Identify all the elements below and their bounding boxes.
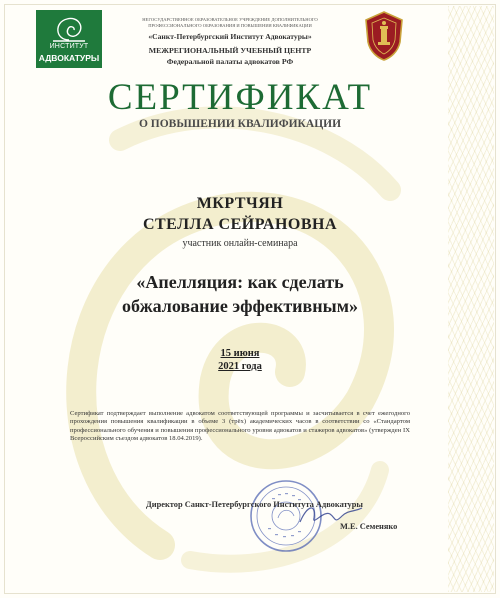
bar-chamber-emblem-icon (362, 10, 406, 62)
header-org-line2: ПРОФЕССИОНАЛЬНОГО ОБРАЗОВАНИЯ И ПОВЫШЕНИЯ КВАЛИФИКАЦИИ (148, 23, 312, 28)
seminar-topic-line2: обжалование эффективным» (122, 296, 358, 316)
seminar-date-day: 15 июня (220, 348, 260, 359)
director-title: Директор Санкт-Петербургского Института Адвокатуры (146, 500, 363, 509)
certificate-title: СЕРТИФИКАТ (107, 77, 373, 118)
seminar-date-year: 2021 года (218, 361, 262, 372)
logo-text-advocacy: АДВОКАТУРЫ (38, 53, 100, 63)
certificate-subtitle: О ПОВЫШЕНИИ КВАЛИФИКАЦИИ (138, 118, 342, 130)
logo-text-institute: ИНСТИТУТ (49, 43, 89, 50)
institute-logo (36, 10, 102, 68)
recipient-given-names: СТЕЛЛА СЕЙРАНОВНА (142, 216, 338, 233)
header-org-line1: НЕГОСУДАРСТВЕННОЕ ОБРАЗОВАТЕЛЬНОЕ УЧРЕЖДЕНИЕ ДОПОЛНИТЕЛЬНОГО (142, 17, 318, 22)
certificate-body-text: Сертификат подтверждает выполнение адвокатом соответствующей программы и засчитывается в счет ежегодного прохождения повышения квалификации в объеме 3 (трёх) академических часов в соответствии со «Стандартом профессионального обучения и повышения профессионального уровня адвокатов и стажеров адвокатов» (утвержден IX Всероссийским съездом адвокатов 18.04.2019). (70, 410, 410, 442)
header-training-center: МЕЖРЕГИОНАЛЬНЫЙ УЧЕБНЫЙ ЦЕНТР (148, 46, 312, 55)
institute-logo-icon (50, 13, 88, 43)
recipient-surname: МКРТЧЯН (196, 195, 284, 212)
seminar-topic-line1: «Апелляция: как сделать (136, 272, 344, 292)
header-institute-name: «Санкт-Петербургский Институт Адвокатуры» (148, 32, 312, 41)
recipient-role: участник онлайн-семинара (182, 238, 298, 249)
header-bar-chamber: Федеральной палаты адвокатов РФ (166, 57, 294, 66)
signer-name: М.Е. Семеняко (340, 522, 398, 531)
